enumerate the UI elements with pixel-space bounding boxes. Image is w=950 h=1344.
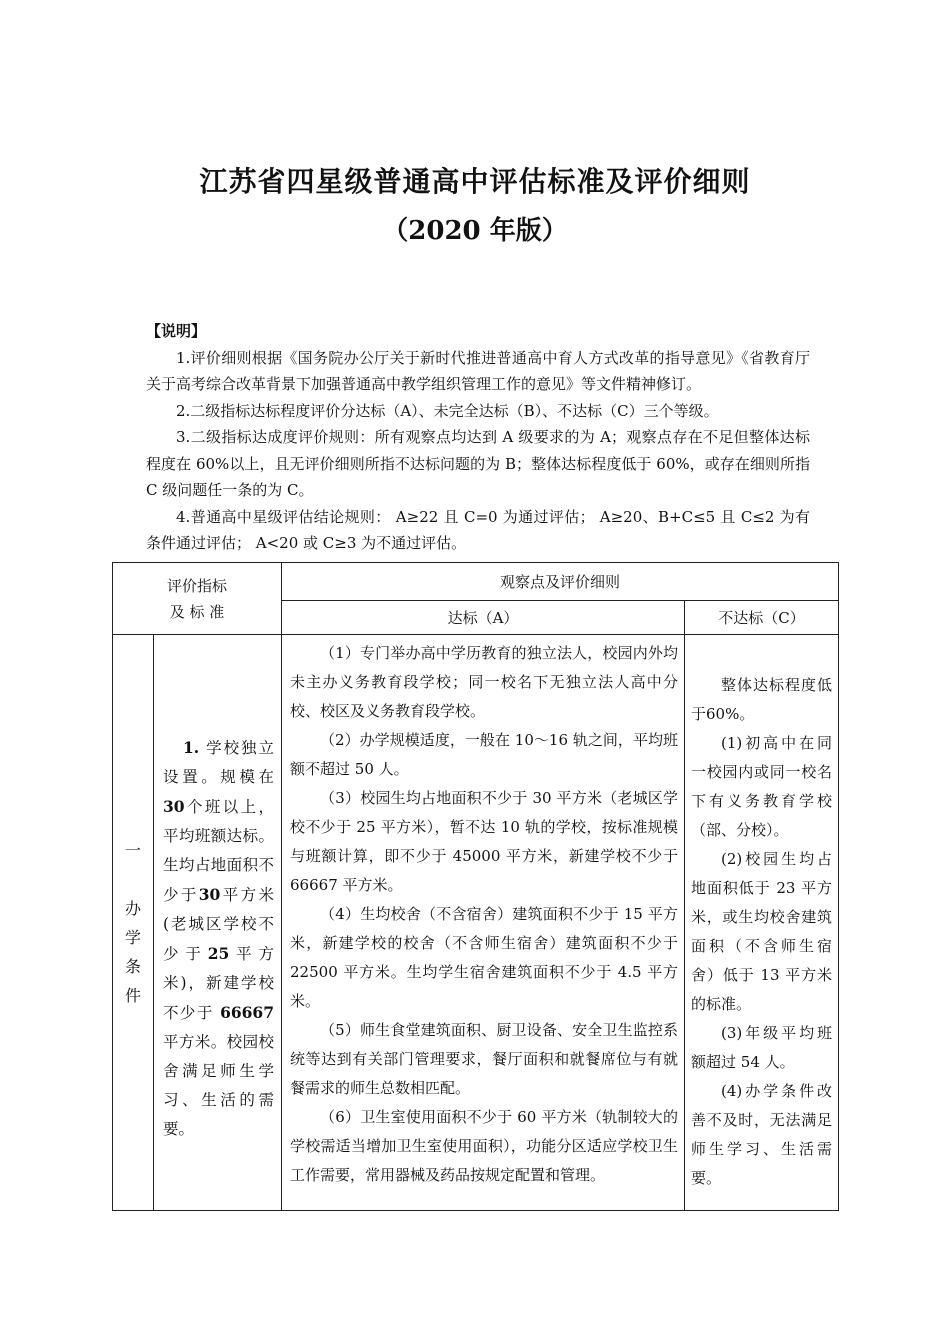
standard-value: 25 — [207, 944, 230, 963]
page-subtitle: （2020 年版） — [382, 216, 568, 246]
evaluation-table — [112, 562, 839, 1211]
criteria-fail-item: 整体达标程度低于60%。 — [691, 676, 833, 723]
criteria-pass-item: （2）办学规模适度，一般在 10～16 轨之间，平均班额不超过 50 人。 — [290, 731, 679, 778]
notes-heading: 【说明】 — [146, 322, 207, 340]
criteria-pass-item: （5）师生食堂建筑面积、厨卫设备、安全卫生监控系统等达到有关部门管理要求，餐厅面积和就餐席位与有就餐需求的师生总数相匹配。 — [290, 1021, 679, 1097]
note-item: 2.二级指标达标程度评价分达标（A）、未完全达标（B）、不达标（C）三个等级。 — [176, 401, 719, 420]
standard-text: 个班以上，平均班额达标。生均占地面积不少于 — [163, 798, 275, 904]
note-item: 3.二级指标达成度评价规则：所有观察点均达到 A 级要求的为 A；观察点存在不足但整体达标程度在 60%以上，且无评价细则所指不达标问题的为 B；整体达标程度低于 60%，或存在细则所指 C 级问题任一条的为 C。 — [146, 428, 810, 499]
header-fail: 不达标（C） — [685, 601, 839, 635]
note-item: 1.评价细则根据《国务院办公厅关于新时代推进普通高中育人方式改革的指导意见》《省教育厅关于高考综合改革背景下加强普通高中教学组织管理工作的意见》等文件精神修订。 — [146, 348, 810, 393]
header-observation: 观察点及评价细则 — [282, 563, 839, 601]
criteria-pass-item: （4）生均校舍（不含宿舍）建筑面积不少于 15 平方米，新建学校的校舍（不含师生宿舍）建筑面积不少于 22500 平方米。生均学生宿舍建筑面积不少于 4.5 平方米。 — [290, 905, 679, 1010]
header-indicator-line2: 及 标 准 — [169, 602, 225, 621]
criteria-pass-item: （1）专门举办高中学历教育的独立法人，校园内外均未主办义务教育段学校；同一校名下无独立法人高中分校、校区及义务教育段学校。 — [290, 644, 679, 720]
notes-section — [146, 318, 810, 557]
criteria-pass-item: （3）校园生均占地面积不少于 30 平方米（老城区学校不少于 25 平方米），暂不达 10 轨的学校，按标准规模与班额计算，即不少于 45000 平方米，新建学校不少于 66667 平方米。 — [290, 789, 679, 894]
category-char: 条 — [124, 956, 141, 976]
standard-text: 学校独立设置。规模在 — [163, 739, 275, 786]
category-cell — [113, 635, 154, 1211]
standard-text: 平方米。校园校舍满足师生学习、生活的需要。 — [163, 1033, 275, 1138]
criteria-fail-item: (1)初高中在同一校园内或同一校名下有义务教育学校（部、分校）。 — [691, 734, 833, 839]
standard-number: 1. — [183, 738, 200, 757]
category-char: 学 — [124, 927, 141, 947]
page-title: 江苏省四星级普通高中评估标准及评价细则 — [199, 165, 751, 198]
note-item: 4.普通高中星级评估结论规则： A≥22 且 C=0 为通过评估； A≥20、B+C≤5 且 C≤2 为有条件通过评估； A<20 或 C≥3 为不通过评估。 — [146, 507, 810, 552]
criteria-fail-cell — [685, 635, 839, 1211]
standard-value: 66667 — [220, 1003, 275, 1022]
standard-value: 30 — [163, 797, 185, 816]
criteria-fail-item: (4)办学条件改善不及时，无法满足师生学习、生活需要。 — [691, 1082, 833, 1187]
category-char: 办 — [124, 898, 141, 918]
criteria-pass-item: （6）卫生室使用面积不少于 60 平方米（轨制较大的学校需适当增加卫生室使用面积），功能分区适应学校卫生工作需要，常用器械及药品按规定配置和管理。 — [290, 1108, 679, 1184]
header-pass: 达标（A） — [282, 601, 685, 635]
standard-cell — [154, 635, 282, 1211]
standard-text: 平方米(老城区学校不少于 — [163, 886, 275, 963]
criteria-fail-item: (2)校园生均占地面积低于 23 平方米，或生均校舍建筑面积（不含师生宿舍）低于 13 平方米的标准。 — [691, 850, 833, 1013]
category-char: 件 — [124, 985, 141, 1005]
standard-value: 30 — [198, 885, 221, 904]
standard-text: 平方米)，新建学校不少于 — [163, 945, 275, 1022]
header-indicator-line1: 评价指标 — [167, 576, 228, 595]
criteria-pass-cell — [282, 635, 685, 1211]
criteria-fail-item: (3)年级平均班额超过 54 人。 — [691, 1024, 833, 1071]
category-char: 一 — [124, 840, 141, 860]
header-indicator — [113, 563, 282, 635]
